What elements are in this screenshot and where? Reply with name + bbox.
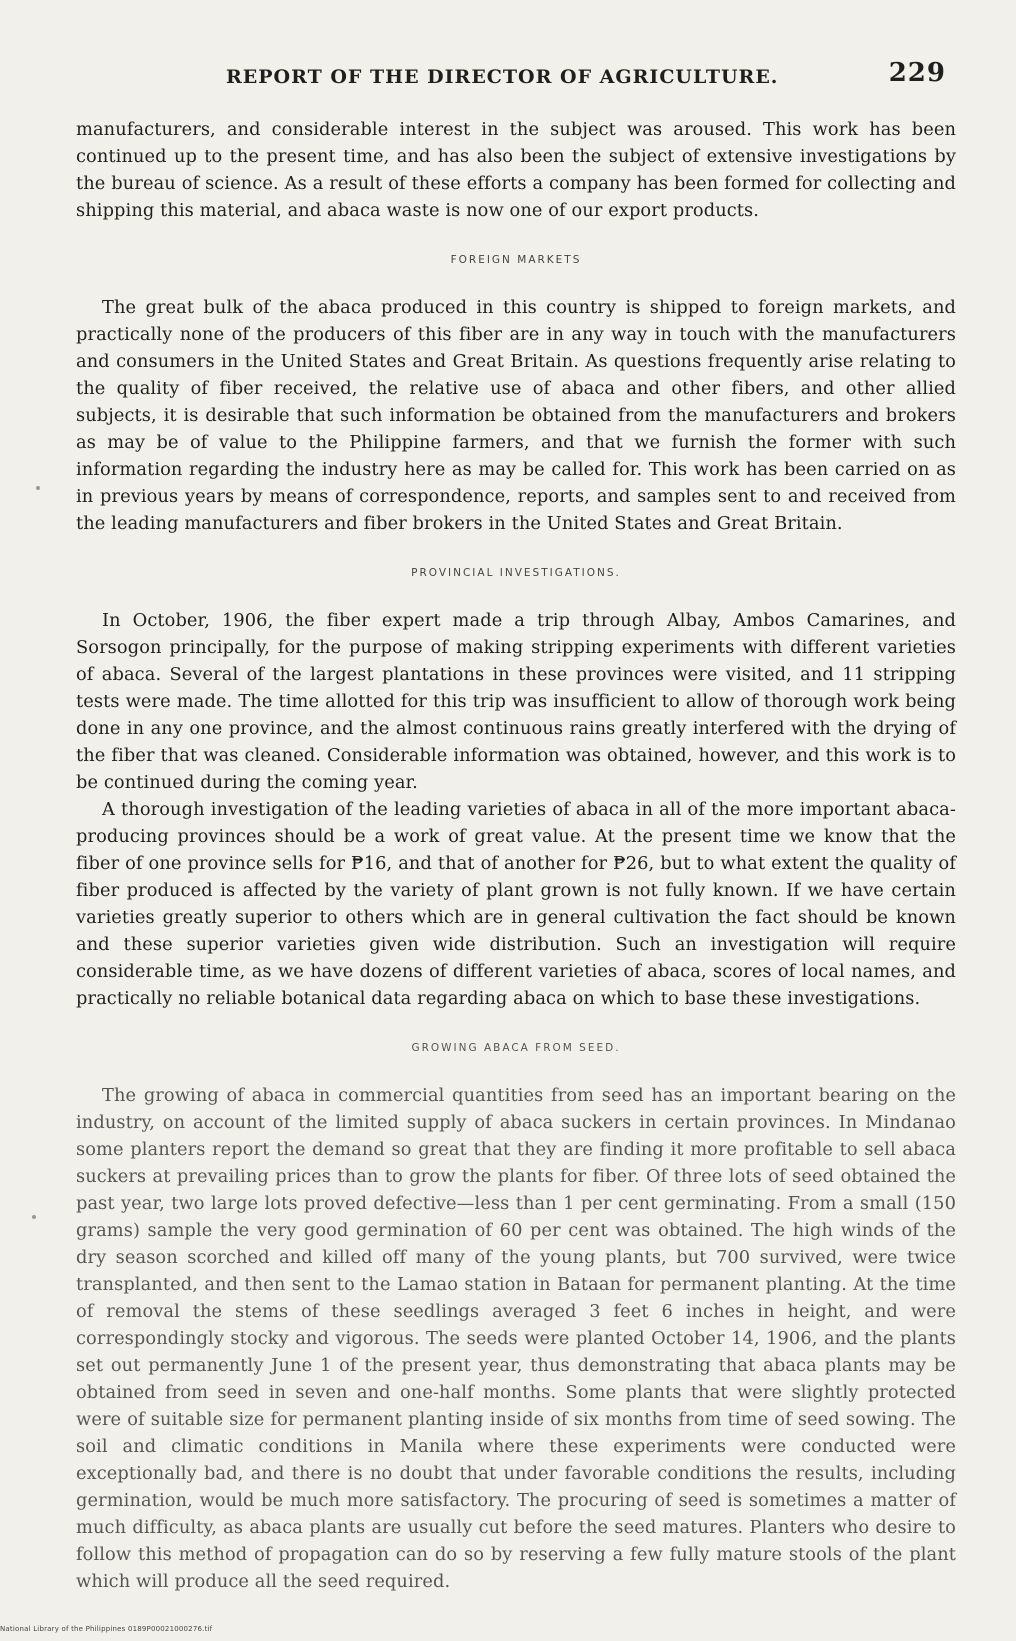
scan-footer: National Library of the Philippines 0189P00021000276.tif (0, 1625, 213, 1633)
section-heading-foreign-markets: FOREIGN MARKETS (450, 254, 582, 266)
scan-speck (32, 1215, 36, 1219)
foreign-markets-paragraph: The great bulk of the abaca produced in this country is shipped to foreign markets, and practically none of the producers of this fiber are in any way in touch with the manufacturers and consumers in the United States and Great Britain. As questions frequently arise relating to the quality of fiber received, the relative use of abaca and other fibers, and other allied subjects, it is desirable that such information be obtained from the manufacturers and brokers as may be of value to the Philippine farmers, and that we furnish the former with such information regarding the industry here as may be called for. This work has been carried on as in previous years by means of correspondence, reports, and samples sent to and received from the leading manufacturers and fiber brokers in the United States and Great Britain. (76, 297, 956, 534)
intro-paragraph: manufacturers, and considerable interest in the subject was aroused. This work has been continued up to the present time, and has also been the subject of extensive investigations by the bureau of science. As a result of these efforts a company has been formed for collecting and shipping this material, and abaca waste is now one of our export products. (76, 119, 956, 221)
section-heading-provincial-investigations: PROVINCIAL INVESTIGATIONS. (411, 567, 621, 579)
running-header (76, 56, 956, 90)
scan-speck (36, 486, 40, 490)
growing-from-seed-paragraph: The growing of abaca in commercial quantities from seed has an important bearing on the industry, on account of the limited supply of abaca suckers in certain provinces. In Mindanao some planters report the demand so great that they are finding it more profitable to sell abaca suckers at prevailing prices than to grow the plants for fiber. Of three lots of seed obtained the past year, two large lots proved defective—less than 1 per cent germinating. From a small (150 grams) sample the very good germination of 60 per cent was obtained. The high winds of the dry season scorched and killed off many of the young plants, but 700 survived, were twice transplanted, and then sent to the Lamao station in Bataan for permanent planting. At the time of removal the stems of these seedlings averaged 3 feet 6 inches in height, and were correspondingly stocky and vigorous. The seeds were planted October 14, 1906, and the plants set out permanently June 1 of the present year, thus demonstrating that abaca plants may be obtained from seed in seven and one-half months. Some plants that were slightly protected were of suitable size for permanent planting inside of six months from time of seed sowing. The soil and climatic conditions in Manila where these experiments were conducted were exceptionally bad, and there is no doubt that under favorable conditions the results, including germination, would be much more satisfactory. The procuring of seed is sometimes a matter of much difficulty, as abaca plants are usually cut before the seed matures. Planters who desire to follow this method of propagation can do so by reserving a few fully mature stools of the plant which will produce all the seed required. (76, 1085, 956, 1592)
running-title: REPORT OF THE DIRECTOR OF AGRICULTURE. (226, 66, 779, 88)
section-heading-growing-from-seed: GROWING ABACA FROM SEED. (411, 1042, 621, 1054)
provincial-investigations-paragraph-1: In October, 1906, the fiber expert made a trip through Albay, Ambos Camarines, and Sorsogon principally, for the purpose of making stripping experiments with different varieties of abaca. Several of the largest plantations in these provinces were visited, and 11 stripping tests were made. The time allotted for this trip was insufficient to allow of thorough work being done in any one province, and the almost continuous rains greatly interfered with the drying of the fiber that was cleaned. Considerable information was obtained, however, and this work is to be continued during the coming year. (76, 610, 956, 793)
page-number: 229 (888, 58, 946, 88)
provincial-investigations-paragraph-2: A thorough investigation of the leading varieties of abaca in all of the more important abaca-producing provinces should be a work of great value. At the present time we know that the fiber of one province sells for ₱16, and that of another for ₱26, but to what extent the quality of fiber produced is affected by the variety of plant grown is not fully known. If we have certain varieties greatly superior to others which are in general cultivation the fact should be known and these superior varieties given wide distribution. Such an investigation will require considerable time, as we have dozens of different varieties of abaca, scores of local names, and practically no reliable botanical data regarding abaca on which to base these investigations. (76, 799, 956, 1009)
